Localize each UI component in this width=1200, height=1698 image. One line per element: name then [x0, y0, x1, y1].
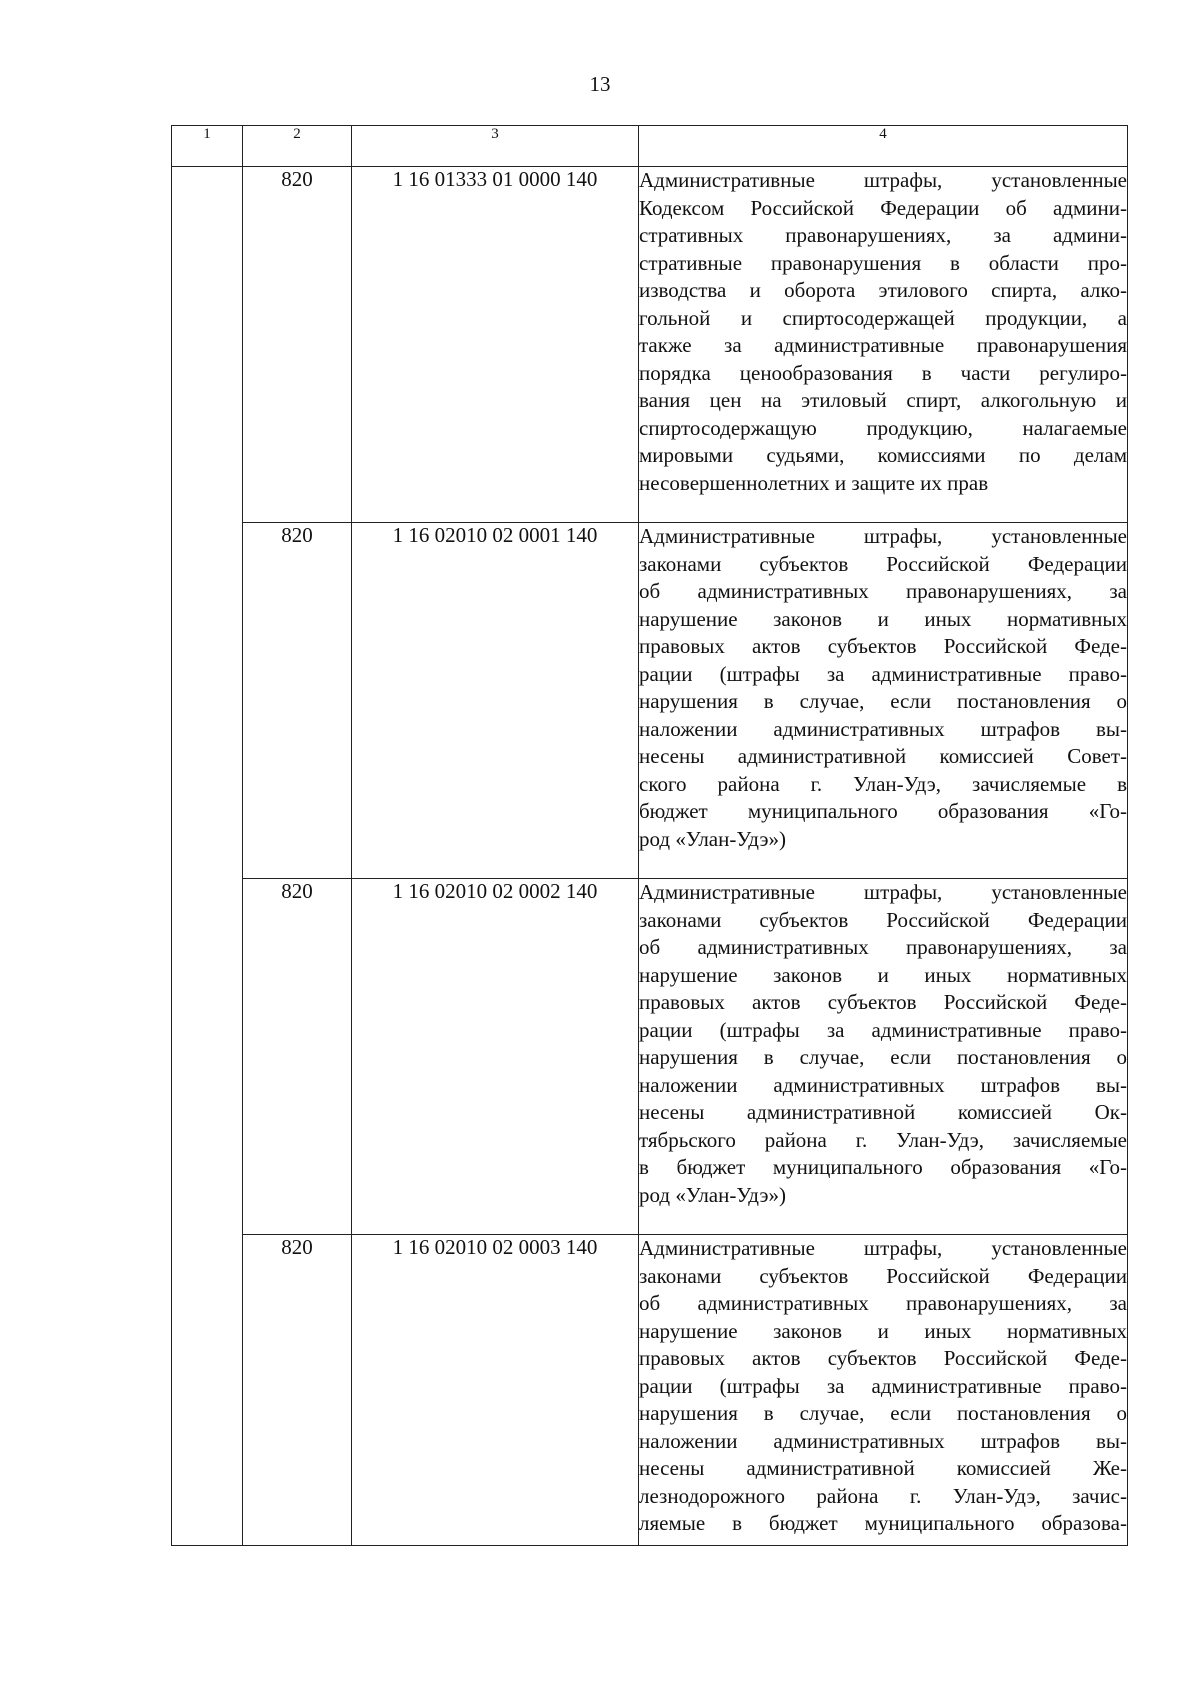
- description-line: ляемые в бюджет муниципального образова-: [639, 1511, 1127, 1535]
- description-line: несены административной комиссией Же-: [639, 1456, 1127, 1480]
- description-line: род «Улан-Удэ»): [639, 826, 786, 851]
- table-row: [172, 1235, 1128, 1546]
- table-row: [172, 879, 1128, 1235]
- description-line: Административные штрафы, установленные: [639, 168, 1127, 192]
- description-line: стративные правонарушения в области про-: [639, 250, 1127, 275]
- description-cell: [639, 879, 1128, 1235]
- admin-code-cell: 820: [243, 523, 352, 879]
- budget-code-cell: 1 16 02010 02 0001 140: [352, 523, 639, 879]
- header-col-2: 2: [243, 126, 352, 167]
- description-line: Административные штрафы, установленные: [639, 1236, 1127, 1260]
- description-line: нарушение законов и иных нормативных: [639, 1318, 1127, 1343]
- admin-code-cell: 820: [243, 879, 352, 1235]
- description-line: мировыми судьями, комиссиями по делам: [639, 443, 1127, 467]
- description-line: тябрьского района г. Улан-Удэ, зачисляемые: [639, 1127, 1127, 1152]
- description-line: нарушения в случае, если постановления о: [639, 689, 1127, 713]
- description-line: нарушения в случае, если постановления о: [639, 1401, 1127, 1425]
- description-line: правовых актов субъектов Российской Феде-: [639, 634, 1127, 658]
- budget-codes-table: [171, 125, 1128, 1546]
- description-line: Кодексом Российской Федерации об админи-: [639, 195, 1127, 220]
- description-line: законами субъектов Российской Федерации: [639, 1263, 1127, 1288]
- description-line: наложении административных штрафов вы-: [639, 716, 1127, 741]
- description-line: рации (штрафы за административные право-: [639, 1373, 1127, 1398]
- table-header-row: [172, 126, 1128, 167]
- description-cell: [639, 523, 1128, 879]
- description-line: законами субъектов Российской Федерации: [639, 551, 1127, 576]
- description-line: законами субъектов Российской Федерации: [639, 907, 1127, 932]
- table-row: [172, 167, 1128, 523]
- merged-col-1-cell: [172, 167, 243, 1546]
- description-line: также за административные правонарушения: [639, 333, 1127, 357]
- description-line: рации (штрафы за административные право-: [639, 661, 1127, 686]
- description-cell: [639, 167, 1128, 523]
- admin-code-cell: 820: [243, 1235, 352, 1546]
- description-line: наложении административных штрафов вы-: [639, 1428, 1127, 1453]
- description-line: несовершеннолетних и защите их прав: [639, 470, 989, 495]
- description-line: Административные штрафы, установленные: [639, 880, 1127, 904]
- description-line: стративных правонарушениях, за админи-: [639, 223, 1127, 247]
- budget-code-cell: 1 16 01333 01 0000 140: [352, 167, 639, 523]
- admin-code-cell: 820: [243, 167, 352, 523]
- description-line: ского района г. Улан-Удэ, зачисляемые в: [639, 771, 1127, 796]
- description-line: род «Улан-Удэ»): [639, 1182, 786, 1207]
- description-cell: [639, 1235, 1128, 1546]
- description-line: рации (штрафы за административные право-: [639, 1017, 1127, 1042]
- description-line: правовых актов субъектов Российской Феде-: [639, 990, 1127, 1014]
- description-line: об административных правонарушениях, за: [639, 935, 1127, 959]
- description-line: нарушение законов и иных нормативных: [639, 606, 1127, 631]
- description-line: изводства и оборота этилового спирта, алко-: [639, 278, 1127, 302]
- description-line: нарушения в случае, если постановления о: [639, 1045, 1127, 1069]
- description-line: лезнодорожного района г. Улан-Удэ, зачис-: [639, 1483, 1127, 1508]
- description-line: Административные штрафы, установленные: [639, 524, 1127, 548]
- budget-code-cell: 1 16 02010 02 0003 140: [352, 1235, 639, 1546]
- description-line: нарушение законов и иных нормативных: [639, 962, 1127, 987]
- description-line: несены административной комиссией Совет-: [639, 744, 1127, 768]
- table-row: [172, 523, 1128, 879]
- description-line: гольной и спиртосодержащей продукции, а: [639, 305, 1127, 330]
- description-line: наложении административных штрафов вы-: [639, 1072, 1127, 1097]
- header-col-3: 3: [352, 126, 639, 167]
- description-line: несены административной комиссией Ок-: [639, 1100, 1127, 1124]
- description-line: порядка ценообразования в части регулиро-: [639, 360, 1127, 385]
- description-line: спиртосодержащую продукцию, налагаемые: [639, 415, 1127, 440]
- budget-code-cell: 1 16 02010 02 0002 140: [352, 879, 639, 1235]
- description-line: об административных правонарушениях, за: [639, 1291, 1127, 1315]
- description-line: бюджет муниципального образования «Го-: [639, 799, 1127, 823]
- description-line: вания цен на этиловый спирт, алкогольную и: [639, 388, 1127, 412]
- header-col-1: 1: [172, 126, 243, 167]
- header-col-4: 4: [639, 126, 1128, 167]
- description-line: об административных правонарушениях, за: [639, 579, 1127, 603]
- page-number: 13: [589, 72, 611, 96]
- description-line: правовых актов субъектов Российской Феде-: [639, 1346, 1127, 1370]
- description-line: в бюджет муниципального образования «Го-: [639, 1155, 1127, 1179]
